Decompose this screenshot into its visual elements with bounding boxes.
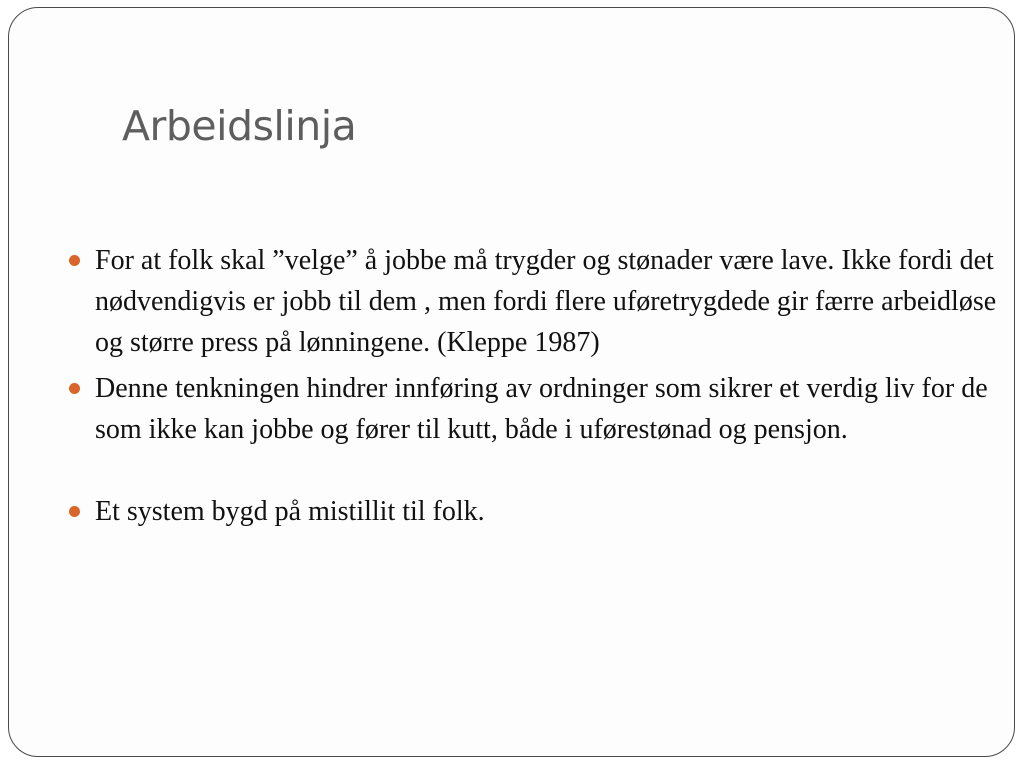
bullet-item: [69, 368, 1014, 450]
bullet-text: For at folk skal ”velge” å jobbe må trygder og stønader være lave. Ikke fordi det nødvendigvis er jobb til dem , men fordi flere uføretrygdede gir færre arbeidløse og større press på lønningene. (Kleppe 1987): [95, 245, 997, 358]
bullet-text: Denne tenkningen hindrer innføring av ordninger som sikrer et verdig liv for de som ikke kan jobbe og fører til kutt, både i uførestønad og pensjon.: [95, 373, 988, 445]
slide-title: Arbeidslinja: [122, 102, 357, 150]
bullet-item: [69, 240, 1014, 363]
bullet-item: [69, 491, 1014, 532]
bullet-dot-icon: [69, 506, 80, 517]
bullet-list: [69, 240, 1014, 537]
slide-frame: [8, 7, 1015, 757]
bullet-dot-icon: [69, 383, 80, 394]
bullet-dot-icon: [69, 255, 80, 266]
bullet-text: Et system bygd på mistillit til folk.: [95, 496, 485, 527]
